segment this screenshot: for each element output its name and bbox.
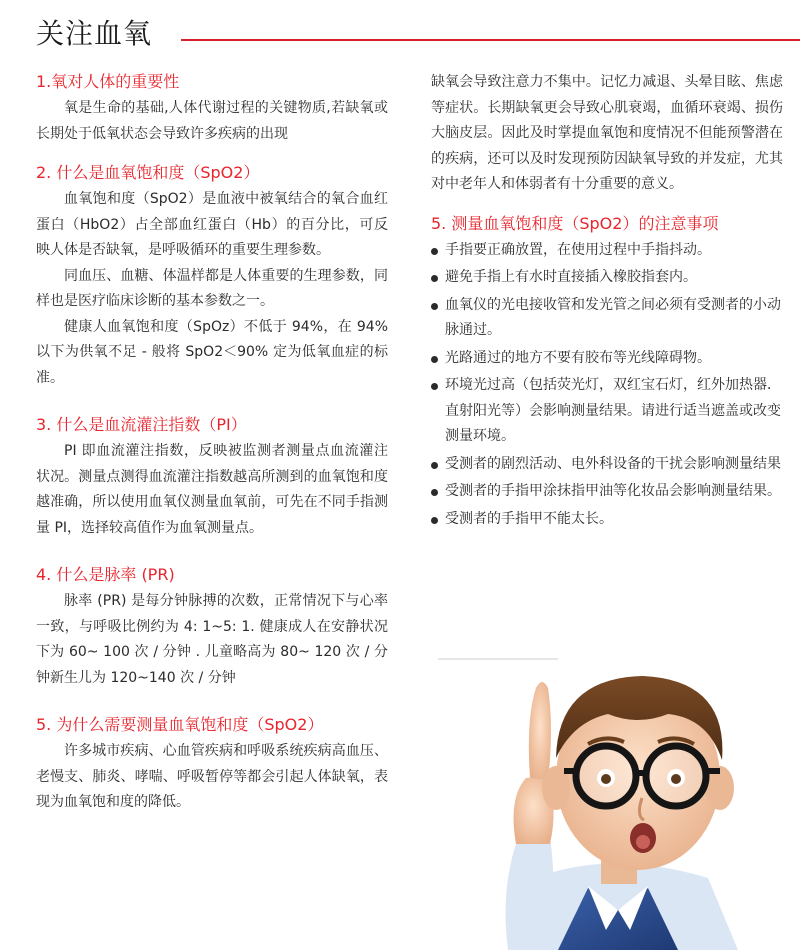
section-paragraph: 脉率 (PR) 是每分钟脉搏的次数，正常情况下与心率一致，与呼吸比例约为 4: 1~5: 1. 健康成人在安静状况下为 60~ 100 次 / 分钟 . 儿童略高为 80~ 120 次 / 分钟新生儿为 120~140 次 / 分钟 <box>36 593 388 686</box>
section-paragraph-continued: 缺氧会导致注意力不集中。记忆力减退、头晕目眩、焦虑等症状。长期缺氧更会导致心肌衰竭，血循环衰竭、损伤大脑皮层。因此及时掌提血氧饱和度情况不但能预警潜在的疾病，还可以及时发现预防因缺氧导致的并发症，尤其对中老年人和体弱者有十分重要的意义。 <box>431 74 783 192</box>
list-item-text: 手指要正确放置，在使用过程中手指抖动。 <box>445 241 711 258</box>
left-column <box>36 70 388 816</box>
section-heading-oxygen-importance: 1.氧对人体的重要性 <box>36 72 180 91</box>
list-item <box>431 507 783 533</box>
section-paragraph: 健康人血氧饱和度（SpOz）不低于 94%，在 94% 以下为供氧不足 - 般将 SpO2＜90% 定为低氧血症的标准。 <box>36 318 388 386</box>
bullet-icon <box>431 248 438 255</box>
section-paragraph: 血氧饱和度（SpO2）是血液中被氧结合的氧合血红蛋白（HbO2）占全部血红蛋白（Hb）的百分比，可反映人体是否缺氧，是呼吸循环的重要生理参数。 <box>36 191 388 258</box>
bullet-icon <box>431 489 438 496</box>
section-paragraph: 同血压、血糖、体温样都是人体重要的生理参数，同样也是医疗临床诊断的基本参数之一。 <box>36 267 388 309</box>
list-item-text: 避免手指上有水时直接插入橡胶指套内。 <box>445 269 697 285</box>
section-paragraph: PI 即血流灌注指数，反映被监测者测量点血流灌注状况。测量点测得血流灌注指数越高所测到的血氧饱和度越准确，所以使用血氧仪测量血氧前，可先在不同手指测量 PI，选择较高值作为血氧测量点。 <box>36 443 388 536</box>
bullet-icon <box>431 383 438 390</box>
section-heading-pi: 3. 什么是血流灌注指数（PI） <box>36 415 247 434</box>
section-heading-spo2: 2. 什么是血氧饱和度（SpO2） <box>36 163 260 182</box>
list-item-text: 受测者的剧烈活动、电外科设备的干扰会影响测量结果 <box>445 455 781 472</box>
section-heading-precautions: 5. 测量血氧饱和度（SpO2）的注意事项 <box>431 213 719 233</box>
list-item-text: 光路通过的地方不要有胶布等光线障碍物。 <box>445 349 711 366</box>
section-paragraph: 氧是生命的基础,人体代谢过程的关键物质,若缺氧或长期处于低氧状态会导致许多疾病的出现 <box>36 100 388 142</box>
list-item <box>431 265 783 291</box>
list-item <box>431 479 783 505</box>
list-item-text: 环境光过高（包括荧光灯，双红宝石灯，红外加热器．直射阳光等）会影响测量结果。请进行适当遮盖或改变测量环境。 <box>445 377 781 444</box>
bullet-icon <box>431 356 438 363</box>
list-item <box>431 373 783 450</box>
list-item <box>431 452 783 478</box>
bullet-icon <box>431 275 438 282</box>
title-divider <box>181 39 800 41</box>
section-heading-pulse-rate: 4. 什么是脉率 (PR) <box>36 565 175 584</box>
list-item <box>431 293 783 344</box>
bullet-icon <box>431 303 438 310</box>
list-item <box>431 238 783 264</box>
page-title: 关注血氧 <box>36 17 153 50</box>
right-column <box>431 70 783 534</box>
list-item <box>431 346 783 372</box>
list-item-text: 血氧仪的光电接收管和发光管之间必须有受测者的小动脉通过。 <box>445 296 781 338</box>
section-heading-why-measure: 5. 为什么需要测量血氧饱和度（SpO2） <box>36 715 324 734</box>
list-item-text: 受测者的手指甲涂抹指甲油等化妆品会影响测量结果。 <box>445 483 781 499</box>
list-item-text: 受测者的手指甲不能太长。 <box>445 510 613 527</box>
bullet-icon <box>431 517 438 524</box>
section-paragraph: 许多城市疾病、心血管疾病和呼吸系统疾病高血压、老慢支、肺炎、哮喘、呼吸暂停等都会引起人体缺氧，表现为血氧饱和度的降低。 <box>36 743 388 810</box>
boy-with-glasses-illustration <box>438 648 800 950</box>
precautions-list <box>431 238 783 533</box>
bullet-icon <box>431 462 438 469</box>
